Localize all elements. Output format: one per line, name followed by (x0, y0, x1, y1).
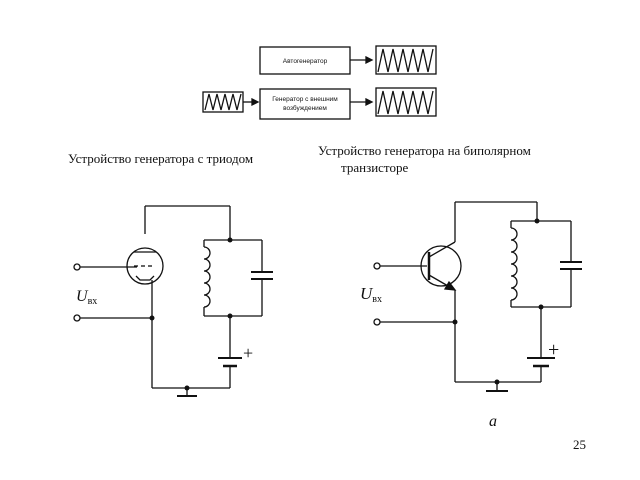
inductor-coil (511, 228, 517, 300)
page-number: 25 (573, 437, 586, 452)
input-terminal-top (374, 263, 380, 269)
transistor-caption-line2: транзисторе (341, 160, 409, 175)
triode-input-voltage-label: Uвх (76, 288, 98, 307)
input-terminal-bottom (374, 319, 380, 325)
external-generator-box (260, 89, 350, 119)
junction-dot (185, 386, 190, 391)
sine-wave-input (205, 94, 241, 110)
junction-dot (228, 238, 233, 243)
triode-battery-plus: + (243, 343, 254, 363)
external-generator-label-line2: возбуждением (283, 105, 327, 112)
triode-caption: Устройство генератора с триодом (68, 151, 254, 166)
transistor-caption-line1: Устройство генератора на биполярном (318, 143, 531, 158)
input-terminal-top (74, 264, 80, 270)
figure-letter: a (489, 413, 497, 430)
transistor-circuit (374, 202, 582, 391)
sine-wave-bottom (378, 91, 433, 114)
autogenerator-label: Автогенератор (282, 58, 328, 65)
junction-dot (150, 316, 155, 321)
triode-tube (127, 248, 163, 284)
junction-dot (453, 320, 458, 325)
junction-dot (535, 219, 540, 224)
inductor-coil (204, 247, 210, 307)
junction-dot (495, 380, 500, 385)
external-generator-label-line1: Генератор с внешним (272, 96, 338, 103)
junction-dot (539, 305, 544, 310)
sine-wave-top (378, 49, 433, 72)
transistor-battery-plus: + (548, 339, 560, 361)
transistor-input-voltage-label: Uвх (360, 284, 383, 305)
input-terminal-bottom (74, 315, 80, 321)
external-excitation-row (203, 88, 436, 119)
junction-dot (228, 314, 233, 319)
triode-circuit (74, 206, 273, 396)
